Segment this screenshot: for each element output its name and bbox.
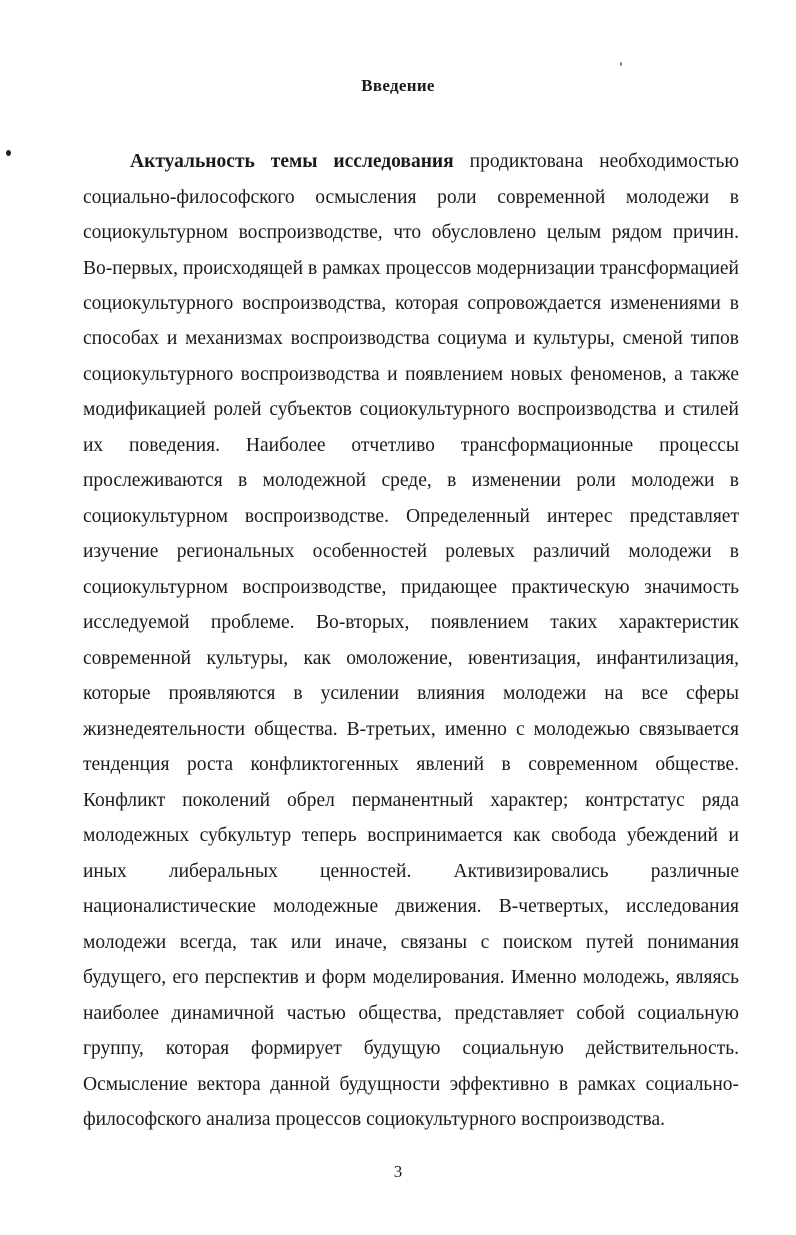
text-line: социокультурном воспроизводстве, что обусловлено целым рядом причин. xyxy=(83,222,739,243)
text-line: исследуемой проблеме. Во-вторых, появлением таких характеристик xyxy=(83,612,739,633)
text-line: наиболее динамичной частью общества, представляет собой социальную xyxy=(83,1003,739,1024)
text-line: Осмысление вектора данной будущности эффективно в рамках социально- xyxy=(83,1074,739,1095)
lead-bold-phrase: Актуальность темы исследования xyxy=(130,151,454,172)
text-line: тенденция роста конфликтогенных явлений в современном обществе. xyxy=(83,754,739,775)
text-line: националистические молодежные движения. В-четвертых, исследования xyxy=(83,896,739,917)
text-line: социально-философского осмысления роли современной молодежи в xyxy=(83,187,739,208)
text-line: их поведения. Наиболее отчетливо трансформационные процессы xyxy=(83,435,739,456)
scan-speck xyxy=(620,62,622,66)
page-number: 3 xyxy=(393,1162,403,1181)
text-line: молодежи всегда, так или иначе, связаны с поиском путей понимания xyxy=(83,932,739,953)
text-line: жизнедеятельности общества. В-третьих, именно с молодежью связывается xyxy=(83,719,739,740)
scan-speck xyxy=(6,150,11,156)
text-line: которые проявляются в усилении влияния молодежи на все сферы xyxy=(83,683,739,704)
text-line: способах и механизмах воспроизводства социума и культуры, сменой типов xyxy=(83,328,739,349)
text-line: философского анализа процессов социокультурного воспроизводства. xyxy=(83,1109,666,1130)
text-line: изучение региональных особенностей ролевых различий молодежи в xyxy=(83,541,739,562)
text-line: Конфликт поколений обрел перманентный характер; контрстатус ряда xyxy=(83,790,739,811)
text-line: социокультурного воспроизводства, которая сопровождается изменениями в xyxy=(83,293,739,314)
text-line-rest: продиктована необходимостью xyxy=(453,151,739,172)
section-heading: Введение xyxy=(361,76,435,95)
text-line: социокультурном воспроизводстве. Определенный интерес представляет xyxy=(83,506,739,527)
text-line: социокультурном воспроизводстве, придающее практическую значимость xyxy=(83,577,739,598)
text-line: будущего, его перспектив и форм моделирования. Именно молодежь, являясь xyxy=(83,967,739,988)
text-line: иных либеральных ценностей. Активизировались различные xyxy=(83,861,739,882)
text-line: Во-первых, происходящей в рамках процессов модернизации трансформацией xyxy=(83,258,739,279)
text-line xyxy=(130,150,739,174)
text-line: модификацией ролей субъектов социокультурного воспроизводства и стилей xyxy=(83,399,739,420)
text-line: группу, которая формирует будущую социальную действительность. xyxy=(83,1038,739,1059)
text-line: современной культуры, как омоложение, ювентизация, инфантилизация, xyxy=(83,648,739,669)
text-line: социокультурного воспроизводства и появлением новых феноменов, а также xyxy=(83,364,739,385)
text-line: прослеживаются в молодежной среде, в изменении роли молодежи в xyxy=(83,470,739,491)
text-line: молодежных субкультур теперь воспринимается как свобода убеждений и xyxy=(83,825,739,846)
